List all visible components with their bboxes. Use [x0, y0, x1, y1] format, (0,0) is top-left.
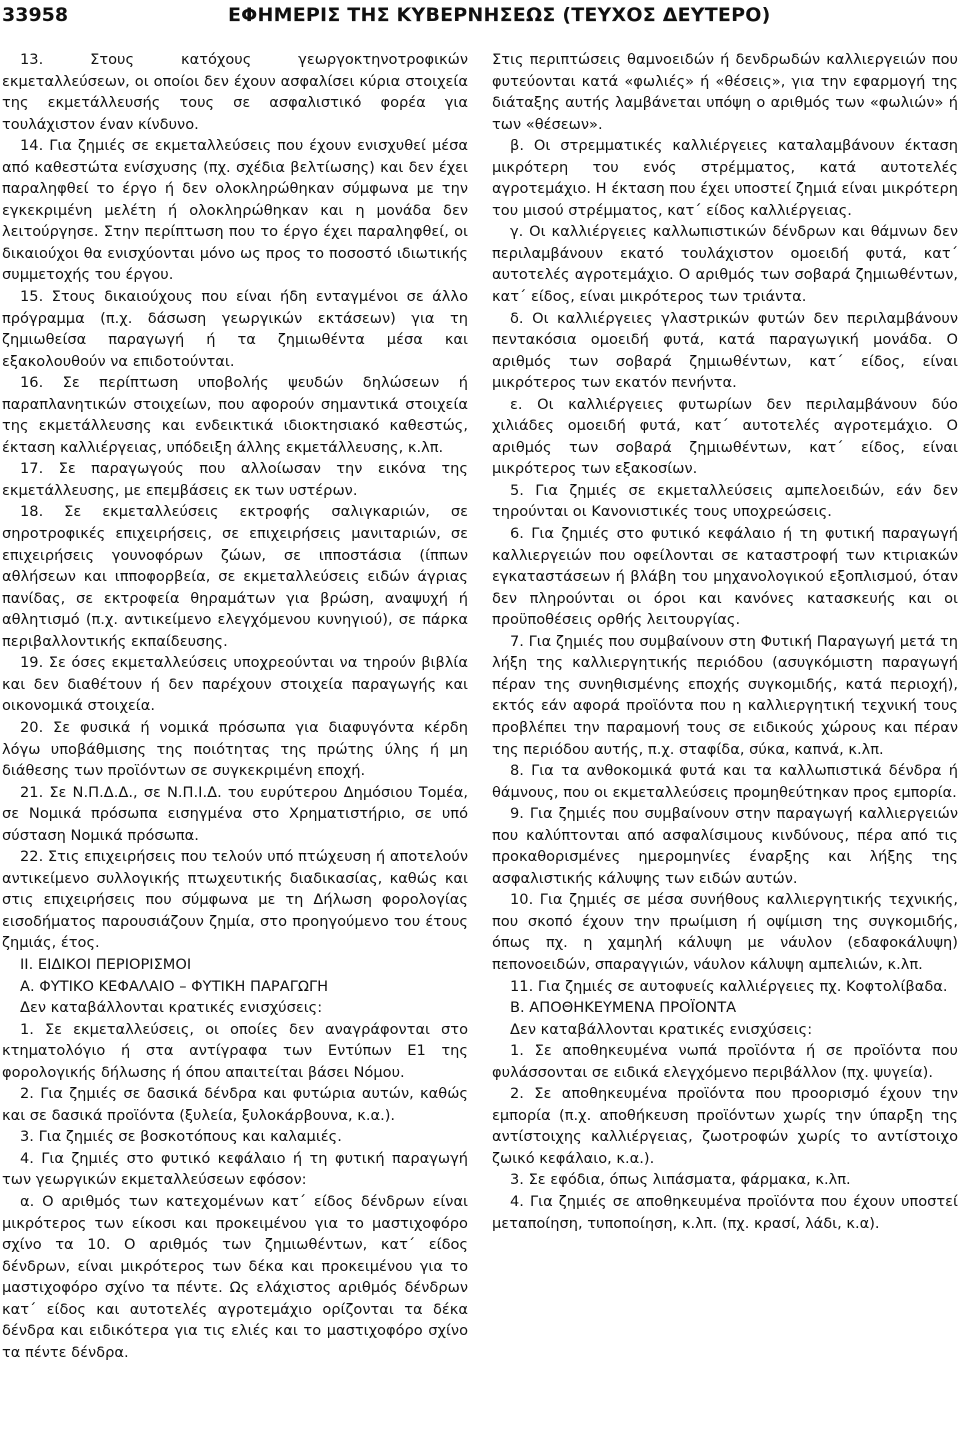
paragraph: γ. Οι καλλιέργειες καλλωπιστικών δένδρων και θάμνων δεν περιλαμβάνουν εκατό τουλάχιστον ομοειδή φυτά, κατ΄ αυτοτελές αγροτεμάχιο. Ο αριθμός των σοβαρά ζημιωθέντων, κατ΄ είδος, είναι μικρότερος των τριάντα.: [492, 223, 958, 306]
right-column: [492, 49, 958, 1234]
paragraph: 4. Για ζημιές σε αποθηκευμένα προϊόντα που έχουν υποστεί μεταποίηση, τυποποίηση, κ.λπ. (πχ. κρασί, λάδι, κ.α).: [492, 1192, 958, 1232]
page-number: 33958: [2, 4, 69, 26]
paragraph: 15. Στους δικαιούχους που είναι ήδη ενταγμένοι σε άλλο πρόγραμμα (π.χ. δάσωση γεωργικών εκτάσεων) για τη ζημιωθείσα παραγωγή ή τα ζημιωθέντα μέσα και εξακολουθούν να επιδοτούνται.: [2, 288, 468, 370]
paragraph: Στις περιπτώσεις θαμνοειδών ή δενδρωδών καλλιεργειών που φυτεύονται κατά «φωλιές» ή «θέσεις», για την εφαρμογή της διάταξης αυτής λαμβάνεται υπόψη ο αριθμός των «φωλιών» ή των «θέσεων».: [492, 51, 958, 133]
paragraph: β. Οι στρεμματικές καλλιέργειες καταλαμβάνουν έκταση μικρότερη του ενός στρέμματος, κατά αυτοτελές αγροτεμάχιο. Η έκταση που έχει υποστεί ζημιά είναι μικρότερη του μισού στρέμματος, κατ΄ είδος καλλιέργειας.: [492, 137, 958, 219]
paragraph: 13. Στους κατόχους γεωργοκτηνοτροφικών εκμεταλλεύσεων, οι οποίοι δεν έχουν ασφαλίσει κύρια στοιχεία της εκμετάλλευσής τους σε ασφαλιστικό φορέα για τουλάχιστον έναν κίνδυνο.: [2, 51, 468, 133]
paragraph: 22. Στις επιχειρήσεις που τελούν υπό πτώχευση ή αποτελούν αντικείμενο συλλογικής πτωχευτικής διαδικασίας, καθώς και στις επιχειρήσεις που σύμφωνα με τη Δήλωση φορολογίας εισοδήματος παρουσιάζουν ζημία, στο προηγούμενο του έτους ζημιάς, έτος.: [2, 848, 468, 952]
paragraph: 8. Για τα ανθοκομικά φυτά και τα καλλωπιστικά δένδρα ή θάμνους, που οι εκμεταλλεύσεις προμηθεύτηκαν προς εμπορία.: [492, 762, 958, 801]
paragraph: Δεν καταβάλλονται κρατικές ενισχύσεις:: [510, 1020, 813, 1038]
subsection-heading: Β. ΑΠΟΘΗΚΕΥΜΕΝΑ ΠΡΟΪΟΝΤΑ: [510, 999, 737, 1017]
paragraph: 1. Σε εκμεταλλεύσεις, οι οποίες δεν αναγράφονται στο κτηματολόγιο ή στα αντίγραφα των Εντύπων Ε1 της φορολογικής δήλωσης ή όπου απαιτείται βάσει Νόμου.: [2, 1020, 468, 1081]
paragraph: 21. Σε Ν.Π.Δ.Δ., σε Ν.Π.Ι.Δ. του ευρύτερου Δημόσιου Τομέα, σε Νομικά πρόσωπα εισηγμένα στο Χρηματιστήριο, σε υπό σύσταση Νομικά πρόσωπα.: [2, 783, 468, 844]
paragraph: 3. Σε εφόδια, όπως λιπάσματα, φάρμακα, κ.λπ.: [510, 1171, 851, 1189]
paragraph: 9. Για ζημιές που συμβαίνουν στην παραγωγή καλλιεργειών που καλύπτονται από ασφαλίσιμους κινδύνους, πέρα από τις προκαθορισμένες ημερομηνίες έναρξης και λήξης της ασφαλιστικής κάλυψης των ειδών αυτών.: [492, 805, 958, 887]
paragraph: 16. Σε περίπτωση υποβολής ψευδών δηλώσεων ή παραπλανητικών στοιχείων, που αφορούν σημαντικά στοιχεία της εκμετάλλευσης και ενδεικτικά ιδιοκτησιακό καθεστώς, έκταση καλλιέργειας, υπόδειξη άλλης εκμετάλλευσης, κ.λπ.: [2, 374, 468, 456]
paragraph: 5. Για ζημιές σε εκμεταλλεύσεις αμπελοειδών, εάν δεν τηρούνται οι Κανονιστικές τους υποχρεώσεις.: [492, 481, 958, 521]
section-heading: ΙΙ. ΕΙΔΙΚΟΙ ΠΕΡΙΟΡΙΣΜΟΙ: [20, 955, 192, 973]
paragraph: 17. Σε παραγωγούς που αλλοίωσαν την εικόνα της εκμετάλλευσης, με επεμβάσεις εκ των υστέρων.: [2, 460, 468, 499]
paragraph: 20. Σε φυσικά ή νομικά πρόσωπα για διαφυγόντα κέρδη λόγω υποβάθμισης της ποιότητας της πρώτης ύλης ή μη διάθεσης των προϊόντων σε συγκεκριμένη εποχή.: [2, 718, 468, 780]
paragraph: 19. Σε όσες εκμεταλλεύσεις υποχρεούνται να τηρούν βιβλία και δεν διαθέτουν ή δεν παρέχουν στοιχεία παραγωγής και οικονομικά στοιχεία.: [2, 654, 468, 715]
paragraph: 10. Για ζημιές σε μέσα συνήθους καλλιεργητικής τεχνικής, που σκοπό έχουν την πρωίμιση ή οψίμιση της συγκομιδής, όπως πχ. η χαμηλή κάλυψη με νάυλον (εδαφοκάλυψη) πεπονοειδών, σπαραγγιών, νάυλον κάλυψη αμπελιών, κ.λπ.: [492, 891, 958, 973]
paragraph: 4. Για ζημιές στο φυτικό κεφάλαιο ή τη φυτική παραγωγή των γεωργικών εκμεταλλεύσεων εφόσον:: [2, 1149, 468, 1189]
paragraph: δ. Οι καλλιέργειες γλαστρικών φυτών δεν περιλαμβάνουν πεντακόσια ομοειδή φυτά, κατά παραγωγική μονάδα. Ο αριθμός των σοβαρά ζημιωθέντων, κατ΄ είδος, είναι μικρότερος των εκατόν πενήντα.: [492, 309, 958, 392]
paragraph: α. Ο αριθμός των κατεχομένων κατ΄ είδος δένδρων είναι μικρότερος των είκοσι και προκειμένου για το μαστιχοφόρο σχίνο τα 10. Ο αριθμός των ζημιωθέντων, κατ΄ είδος δένδρων, είναι μικρότερος των δέκα και προκειμένου για το μαστιχοφόρο σχίνο τα πέντε. Ως ελάχιστος αριθμός δένδρων κατ΄ είδος και αυτοτελές αγροτεμάχιο ορίζονται τα δέκα δένδρα και ειδικότερα για τις ελιές και το μαστιχοφόρο σχίνο τα πέντε δένδρα.: [2, 1192, 468, 1361]
left-column: [2, 49, 468, 1363]
journal-title: ΕΦΗΜΕΡΙΣ ΤΗΣ ΚΥΒΕΡΝΗΣΕΩΣ (ΤΕΥΧΟΣ ΔΕΥΤΕΡΟ): [228, 4, 771, 26]
paragraph: 7. Για ζημιές που συμβαίνουν στη Φυτική Παραγωγή μετά τη λήξη της καλλιεργητικής περιόδου (ασυγκόμιστη παραγωγή πέραν της συνηθισμένης εποχής συγκομιδής, κατά περιοχή), εκτός εάν αφορά προϊόντα που η καλλιεργητική τεχνική τους προβλέπει την παραμονή τους σε ειδικούς χώρους και πέραν της περιόδου αυτής, π.χ. σταφίδα, σύκα, καπνά, κ.λπ.: [492, 632, 958, 758]
subsection-heading: Α. ΦΥΤΙΚΟ ΚΕΦΑΛΑΙΟ – ΦΥΤΙΚΗ ΠΑΡΑΓΩΓΗ: [20, 977, 329, 995]
paragraph: 6. Για ζημιές στο φυτικό κεφάλαιο ή τη φυτική παραγωγή καλλιεργειών που οφείλονται σε καταστροφή των κτιριακών εγκαταστάσεων ή βλάβη του μηχανολογικού εξοπλισμού, όταν δεν πληρούνται οι όροι και κανόνες κατασκευής και οι προϋποθέσεις ορθής λειτουργίας.: [492, 525, 958, 629]
paragraph: 3. Για ζημιές σε βοσκοτόπους και καλαμιές.: [20, 1128, 342, 1146]
paragraph: Δεν καταβάλλονται κρατικές ενισχύσεις:: [20, 999, 323, 1017]
paragraph: 2. Σε αποθηκευμένα προϊόντα που προορισμό έχουν την εμπορία (π.χ. αποθήκευση προϊόντων χωρίς την ύπαρξη της αντίστοιχης καλλιέργειας, ζωοτροφών χωρίς το αντίστοιχο ζωικό κεφάλαιο, κ.α.).: [492, 1085, 958, 1167]
paragraph: 1. Σε αποθηκευμένα νωπά προϊόντα ή σε προϊόντα που φυλάσσονται σε ειδικά ελεγχόμενο περιβάλλον (πχ. ψυγεία).: [492, 1042, 958, 1081]
paragraph: 18. Σε εκμεταλλεύσεις εκτροφής σαλιγκαριών, σε σηροτροφικές επιχειρήσεις, σε επιχειρήσεις μανιταριών, σε επιχειρήσεις γουνοφόρων ζώων, σε ιπποστάσια (ίππων αθλήσεων και ιπποφορβεία, σε εκμεταλλεύσεις ειδών άγριας πανίδας, σε εκτροφεία θηραμάτων για βρώση, αναψυχή ή αθλητισμό (π.χ. αντικείμενο ελεγχόμενου κυνηγιού), σε πάρκα περιβαλλοντικής εκπαίδευσης.: [2, 503, 468, 650]
paragraph: 14. Για ζημιές σε εκμεταλλεύσεις που έχουν ενισχυθεί μέσα από καθεστώτα ενίσχυσης (πχ. σχέδια βελτίωσης) και δεν έχει παραληφθεί το έργο ή δεν ολοκληρώθηκαν σύμφωνα με την εγκεκριμένη μελέτη ή ολοκληρώθηκαν και η μονάδα δεν λειτούργησε. Στην περίπτωση που το έργο έχει παραληφθεί, οι δικαιούχοι θα ενισχύονται μόνο ως προς το ποσοστό ιδιωτικής συμμετοχής του έργου.: [2, 137, 468, 284]
page-header: [0, 0, 960, 34]
paragraph: 11. Για ζημιές σε αυτοφυείς καλλιέργειες πχ. Κοφτολίβαδα.: [510, 977, 948, 995]
paragraph: ε. Οι καλλιέργειες φυτωρίων δεν περιλαμβάνουν δύο χιλιάδες ομοειδή φυτά, κατ΄ αυτοτελές αγροτεμάχιο. Ο αριθμός των σοβαρά ζημιωθέντων, κατ΄ είδος, είναι μικρότερος των εξακοσίων.: [492, 395, 958, 478]
paragraph: 2. Για ζημιές σε δασικά δένδρα και φυτώρια αυτών, καθώς και σε δασικά προϊόντα (ξυλεία, ξυλοκάρβουνα, κ.α.).: [2, 1085, 468, 1124]
